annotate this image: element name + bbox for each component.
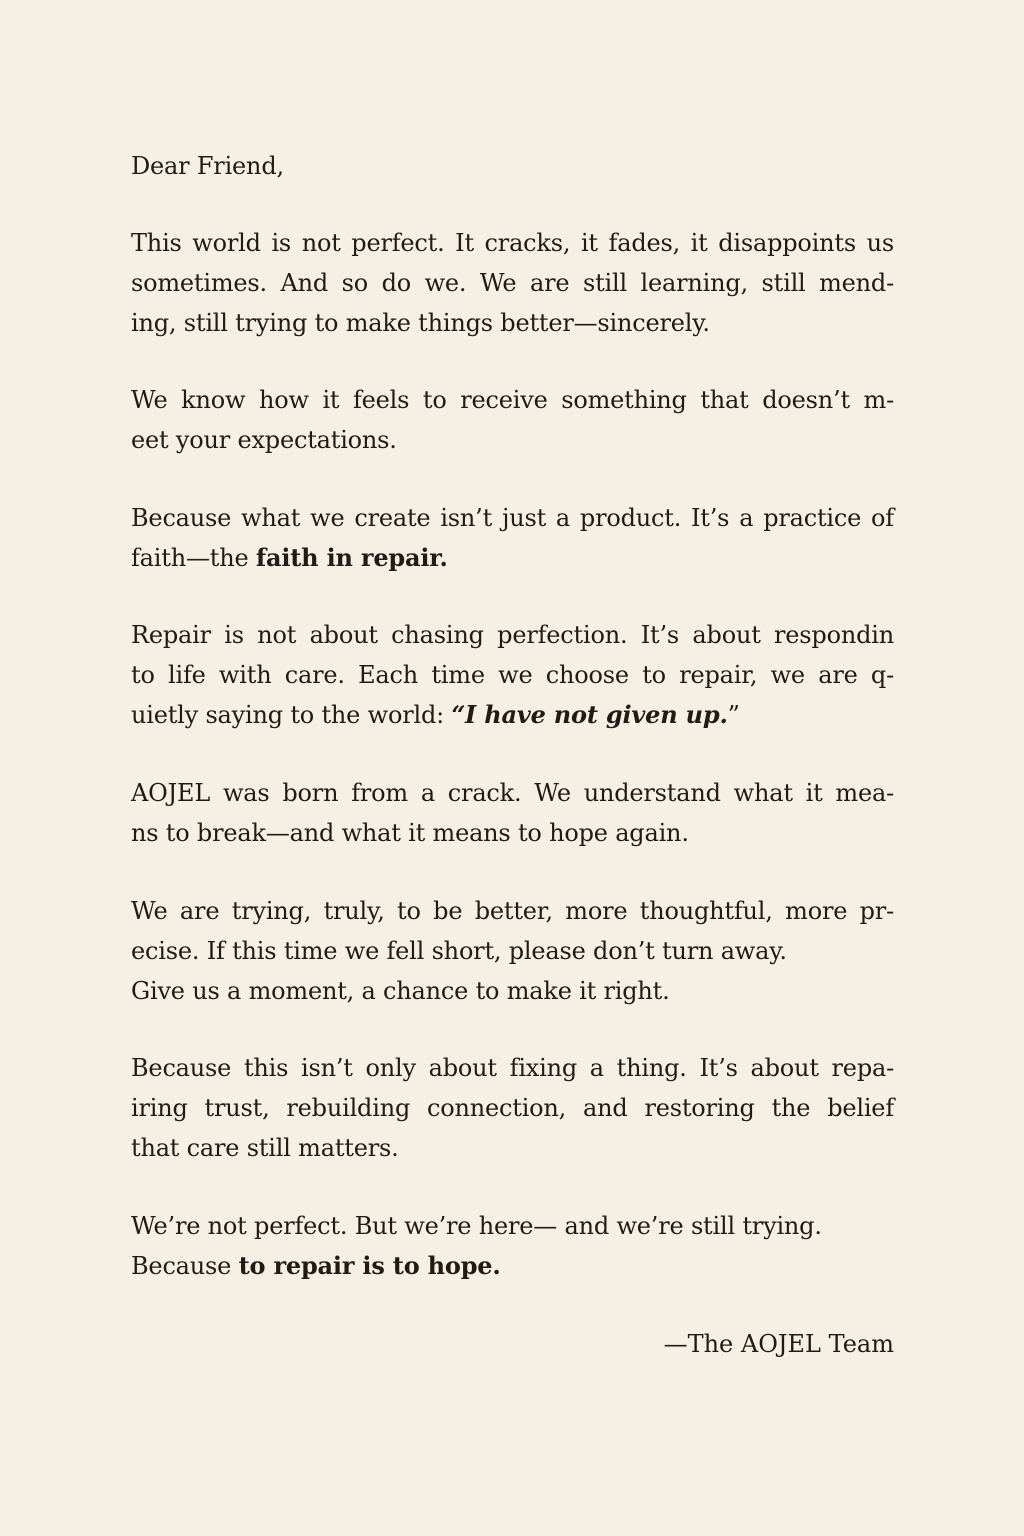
paragraph-7-line-1: Because this isn’t only about fixing a thing. It’s about repa- (131, 1054, 894, 1082)
paragraph-7-line-2: iring trust, rebuilding connection, and restoring the belief (131, 1094, 894, 1122)
faith-in-repair-emphasis: faith in repair. (255, 543, 448, 572)
paragraph-6-line-1: We are trying, truly, to be better, more thoughtful, more pr- (131, 897, 894, 925)
quote-close: ” (727, 701, 740, 729)
paragraph-5-line-2: ns to break—and what it means to hope again. (131, 819, 689, 847)
paragraph-6-line-2: ecise. If this time we fell short, please don’t turn away. (131, 937, 787, 965)
signature: —The AOJEL Team (663, 1330, 894, 1358)
quote-emphasis: “I have not given up. (451, 700, 728, 729)
salutation: Dear Friend, (131, 152, 284, 180)
to-repair-is-to-hope-emphasis: to repair is to hope. (238, 1251, 501, 1280)
paragraph-4-line-3 (131, 695, 740, 735)
paragraph-1-line-3: ing, still trying to make things better—sincerely. (131, 309, 710, 337)
paragraph-3-line-1: Because what we create isn’t just a product. It’s a practice of (131, 504, 894, 532)
paragraph-3-line-2 (131, 538, 448, 578)
paragraph-2-line-2: eet your expectations. (131, 426, 397, 454)
paragraph-3-text: faith—the (131, 544, 256, 572)
paragraph-7-line-3: that care still matters. (131, 1134, 399, 1162)
paragraph-6-line-3: Give us a moment, a chance to make it right. (131, 977, 670, 1005)
paragraph-1-line-1: This world is not perfect. It cracks, it fades, it disappoints us (131, 229, 894, 257)
paragraph-4-line-1: Repair is not about chasing perfection. It’s about respondin (131, 621, 894, 649)
paragraph-5-line-1: AOJEL was born from a crack. We understand what it mea- (131, 779, 894, 807)
paragraph-8-line-1: We’re not perfect. But we’re here— and we’re still trying. (131, 1212, 822, 1240)
paragraph-1-line-2: sometimes. And so do we. We are still learning, still mend- (131, 269, 894, 297)
paragraph-2-line-1: We know how it feels to receive something that doesn’t m- (131, 386, 894, 414)
paragraph-8-line-2 (131, 1246, 501, 1286)
paragraph-8-text: Because (131, 1252, 239, 1280)
paragraph-4-text: uietly saying to the world: (131, 701, 452, 729)
paragraph-4-line-2: to life with care. Each time we choose to repair, we are q- (131, 661, 894, 689)
